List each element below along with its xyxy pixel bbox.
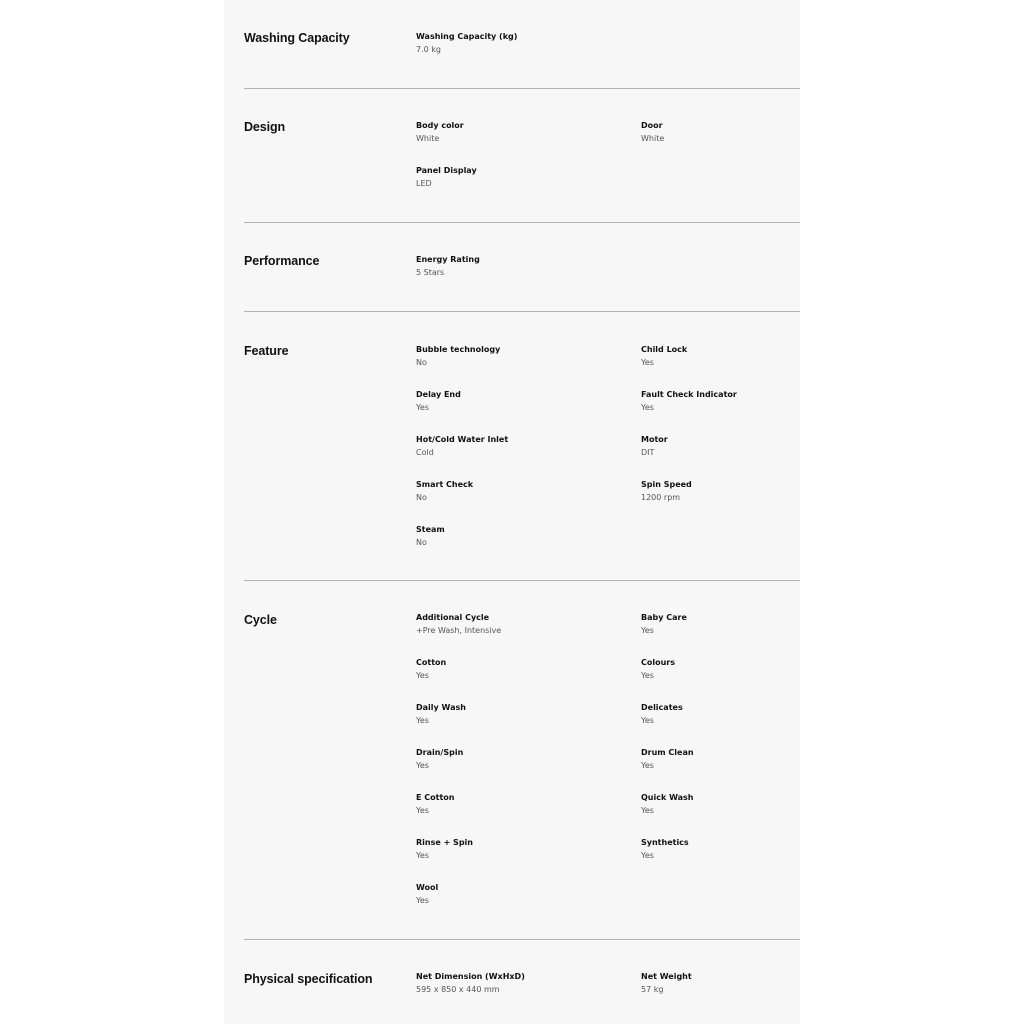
spec-label: E Cotton [416, 793, 455, 802]
spec-label: Quick Wash [641, 793, 694, 802]
spec-value: 5 Stars [416, 268, 445, 277]
spec-value: 1200 rpm [641, 493, 681, 502]
spec-item [416, 702, 466, 727]
spec-item [416, 882, 438, 907]
spec-label: Panel Display [416, 166, 477, 175]
spec-value: Yes [416, 806, 429, 815]
spec-value: Yes [641, 851, 654, 860]
spec-item [416, 31, 517, 56]
spec-item [641, 747, 694, 772]
spec-item [641, 344, 687, 369]
spec-value: Yes [416, 851, 429, 860]
section-divider [244, 222, 800, 223]
spec-label: Net Dimension (WxHxD) [416, 972, 525, 981]
spec-label: Daily Wash [416, 703, 466, 712]
spec-label: Additional Cycle [416, 613, 490, 622]
spec-value: Yes [416, 403, 429, 412]
spec-value: Yes [416, 761, 429, 770]
spec-item [416, 434, 508, 459]
spec-item [416, 971, 525, 996]
spec-item [416, 524, 445, 549]
spec-value: 595 x 850 x 440 mm [416, 985, 500, 994]
spec-item [416, 837, 473, 862]
spec-label: Steam [416, 525, 445, 534]
spec-item [416, 612, 501, 637]
spec-label: Cotton [416, 658, 447, 667]
spec-value: 57 kg [641, 985, 664, 994]
section-divider [244, 939, 800, 940]
spec-label: Body color [416, 121, 464, 130]
spec-value: White [416, 134, 440, 143]
section-title-cycle: Cycle [244, 613, 277, 627]
spec-value: Yes [641, 626, 654, 635]
spec-value: No [416, 358, 427, 367]
spec-label: Fault Check Indicator [641, 390, 737, 399]
spec-sheet [224, 0, 800, 1024]
spec-item [641, 612, 687, 637]
spec-value: No [416, 493, 427, 502]
spec-item [416, 165, 477, 190]
spec-item [416, 254, 480, 279]
spec-item [641, 837, 689, 862]
spec-item [416, 389, 461, 414]
section-divider [244, 88, 800, 89]
section-title-design: Design [244, 120, 286, 134]
spec-value: Yes [416, 716, 429, 725]
spec-label: Smart Check [416, 480, 474, 489]
spec-label: Spin Speed [641, 480, 692, 489]
spec-item [641, 657, 675, 682]
spec-value: White [641, 134, 665, 143]
spec-label: Energy Rating [416, 255, 480, 264]
spec-label: Hot/Cold Water Inlet [416, 435, 509, 444]
spec-label: Synthetics [641, 838, 689, 847]
spec-label: Washing Capacity (kg) [416, 32, 518, 41]
spec-item [416, 747, 463, 772]
spec-label: Bubble technology [416, 345, 501, 354]
section-title-physical-specification: Physical specification [244, 972, 373, 986]
spec-value: Yes [416, 671, 429, 680]
spec-value: 7.0 kg [416, 45, 441, 54]
spec-value: Yes [641, 358, 654, 367]
spec-label: Rinse + Spin [416, 838, 473, 847]
spec-item [416, 120, 464, 145]
section-divider [244, 311, 800, 312]
spec-label: Delicates [641, 703, 683, 712]
spec-item [416, 479, 473, 504]
spec-label: Net Weight [641, 972, 692, 981]
spec-value: Yes [641, 806, 654, 815]
spec-label: Delay End [416, 390, 461, 399]
spec-item [416, 657, 446, 682]
spec-value: Cold [416, 448, 434, 457]
section-divider [244, 580, 800, 581]
spec-value: Yes [641, 761, 654, 770]
spec-value: Yes [641, 716, 654, 725]
spec-label: Colours [641, 658, 676, 667]
spec-item [641, 434, 668, 459]
spec-label: Drum Clean [641, 748, 694, 757]
spec-value: No [416, 538, 427, 547]
spec-item [641, 702, 683, 727]
spec-label: Door [641, 121, 663, 130]
spec-label: Child Lock [641, 345, 688, 354]
section-title-feature: Feature [244, 344, 289, 358]
spec-item [641, 971, 692, 996]
spec-label: Drain/Spin [416, 748, 464, 757]
spec-label: Baby Care [641, 613, 687, 622]
spec-item [641, 479, 692, 504]
spec-value: LED [416, 179, 432, 188]
spec-item [641, 120, 664, 145]
spec-item [641, 792, 693, 817]
spec-value: DIT [641, 448, 655, 457]
spec-value: +Pre Wash, Intensive [416, 626, 502, 635]
spec-label: Wool [416, 883, 439, 892]
spec-item [416, 344, 500, 369]
spec-label: Motor [641, 435, 668, 444]
spec-value: Yes [641, 671, 654, 680]
spec-item [641, 389, 737, 414]
spec-value: Yes [416, 896, 429, 905]
section-title-washing-capacity: Washing Capacity [244, 31, 350, 45]
spec-value: Yes [641, 403, 654, 412]
section-title-performance: Performance [244, 254, 320, 268]
spec-item [416, 792, 454, 817]
